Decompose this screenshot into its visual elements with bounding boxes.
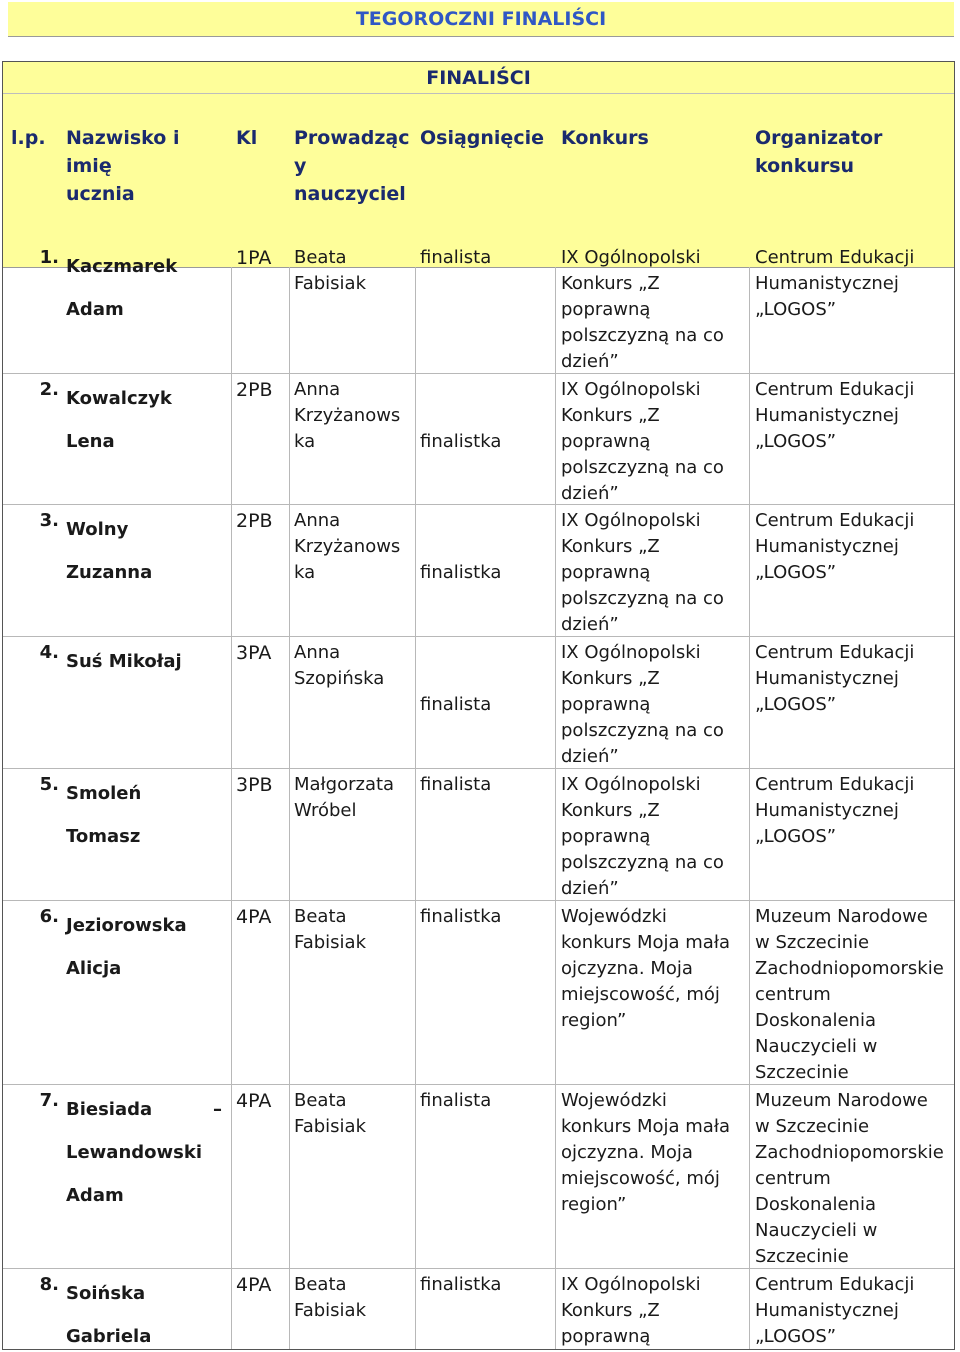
organizer-line: Centrum Edukacji <box>755 774 915 795</box>
student-name-line: Biesiada <box>66 1099 153 1120</box>
organizer-line: Doskonalenia <box>755 1194 876 1215</box>
row-divider <box>3 1084 954 1085</box>
organizer-name <box>755 1088 955 1270</box>
competition-line: Konkurs „Z <box>561 273 660 294</box>
organizer-name <box>755 1272 955 1350</box>
teacher-name <box>294 1272 406 1324</box>
competition-line: poprawną <box>561 562 651 583</box>
student-name-line: Lena <box>66 431 115 452</box>
organizer-name <box>755 640 955 718</box>
column-divider <box>231 267 232 1349</box>
class-code: 4PA <box>236 1274 272 1296</box>
competition-line: polszczyzną na co <box>561 325 724 346</box>
organizer-name <box>755 245 955 323</box>
teacher-name-line: Szopińska <box>294 668 385 689</box>
competition-line: Wojewódzki <box>561 906 667 927</box>
achievement: finalistka <box>420 1274 502 1295</box>
student-name-line: Adam <box>66 299 124 320</box>
competition-line: Konkurs „Z <box>561 800 660 821</box>
competition-line: IX Ogólnopolski <box>561 642 701 663</box>
organizer-line: Muzeum Narodowe <box>755 1090 928 1111</box>
teacher-name-line: Anna <box>294 379 341 400</box>
teacher-name-line: Fabisiak <box>294 1300 366 1321</box>
organizer-line: „LOGOS” <box>755 562 837 583</box>
organizer-line: Humanistycznej <box>755 1300 899 1321</box>
organizer-name <box>755 508 955 586</box>
competition-line: konkurs Moja mała <box>561 932 730 953</box>
teacher-name <box>294 1088 406 1140</box>
achievement: finalistka <box>420 906 502 927</box>
student-name-line: Gabriela <box>66 1326 152 1347</box>
student-name-line: Jeziorowska <box>66 915 187 936</box>
header-teacher-line: y <box>294 155 307 177</box>
teacher-name-line: Beata <box>294 906 347 927</box>
competition-name <box>561 772 741 902</box>
header-name-line: imię <box>66 155 112 177</box>
competition-line: poprawną <box>561 1326 651 1347</box>
competition-line: Wojewódzki <box>561 1090 667 1111</box>
column-divider <box>749 267 750 1349</box>
competition-line: konkurs Moja mała <box>561 1116 730 1137</box>
competition-name <box>561 508 741 638</box>
competition-line: miejscowość, mój <box>561 1168 720 1189</box>
competition-line: Konkurs „Z <box>561 536 660 557</box>
competition-name <box>561 1088 741 1218</box>
row-divider <box>3 900 954 901</box>
row-divider <box>3 504 954 505</box>
class-code: 3PA <box>236 642 272 664</box>
header-teacher-line: nauczyciel <box>294 183 406 205</box>
competition-line: poprawną <box>561 431 651 452</box>
competition-line: polszczyzną na co <box>561 457 724 478</box>
row-number: 3. <box>39 510 59 531</box>
header-teacher <box>294 124 409 208</box>
teacher-name-line: Fabisiak <box>294 932 366 953</box>
header-organizer-line: Organizator <box>755 127 883 149</box>
competition-line: region” <box>561 1010 627 1031</box>
organizer-line: w Szczecinie <box>755 932 870 953</box>
organizer-line: Humanistycznej <box>755 668 899 689</box>
organizer-line: „LOGOS” <box>755 431 837 452</box>
competition-line: poprawną <box>561 826 651 847</box>
row-divider <box>3 373 954 374</box>
organizer-line: Centrum Edukacji <box>755 379 915 400</box>
organizer-line: Humanistycznej <box>755 273 899 294</box>
row-number: 2. <box>39 379 59 400</box>
teacher-name <box>294 508 406 586</box>
competition-line: poprawną <box>561 694 651 715</box>
competition-line: poprawną <box>561 299 651 320</box>
competition-line: polszczyzną na co <box>561 720 724 741</box>
student-name-line: Suś Mikołaj <box>66 651 182 672</box>
organizer-line: Muzeum Narodowe <box>755 906 928 927</box>
row-divider <box>3 1268 954 1269</box>
row-number: 8. <box>39 1274 59 1295</box>
teacher-name-line: ka <box>294 562 316 583</box>
column-divider <box>415 267 416 1349</box>
organizer-line: Humanistycznej <box>755 405 899 426</box>
competition-line: region” <box>561 1194 627 1215</box>
table-header <box>3 94 954 268</box>
teacher-name-line: Fabisiak <box>294 1116 366 1137</box>
competition-name <box>561 640 741 770</box>
competition-line: miejscowość, mój <box>561 984 720 1005</box>
student-name <box>66 1088 224 1217</box>
competition-line: IX Ogólnopolski <box>561 247 701 268</box>
column-divider <box>555 267 556 1349</box>
student-name-line: Tomasz <box>66 826 141 847</box>
organizer-line: w Szczecinie <box>755 1116 870 1137</box>
student-name-line: Adam <box>66 1185 124 1206</box>
student-name <box>66 1272 226 1350</box>
header-klasa: Kl <box>236 127 258 149</box>
competition-name <box>561 1272 741 1350</box>
competition-line: dzień” <box>561 614 619 635</box>
competition-line: Konkurs „Z <box>561 405 660 426</box>
header-competition: Konkurs <box>561 127 649 149</box>
competition-line: IX Ogólnopolski <box>561 379 701 400</box>
header-organizer <box>755 124 882 180</box>
teacher-name <box>294 377 406 455</box>
row-divider <box>3 636 954 637</box>
row-number: 5. <box>39 774 59 795</box>
student-name-line: Alicja <box>66 958 122 979</box>
header-organizer-line: konkursu <box>755 155 855 177</box>
student-name <box>66 508 226 594</box>
competition-line: polszczyzną na co <box>561 852 724 873</box>
row-number: 6. <box>39 906 59 927</box>
class-code: 3PB <box>236 774 273 796</box>
teacher-name-line: ka <box>294 431 316 452</box>
column-divider <box>289 267 290 1349</box>
header-achievement: Osiągnięcie <box>420 127 544 149</box>
class-code: 4PA <box>236 1090 272 1112</box>
table-title: FINALIŚCI <box>3 62 954 94</box>
achievement: finalista <box>420 694 492 715</box>
organizer-line: Nauczycieli w <box>755 1036 878 1057</box>
teacher-name <box>294 245 406 297</box>
student-name <box>66 640 226 683</box>
teacher-name <box>294 640 406 692</box>
teacher-name-line: Beata <box>294 1090 347 1111</box>
student-name <box>66 772 226 858</box>
organizer-name <box>755 772 955 850</box>
class-code: 4PA <box>236 906 272 928</box>
header-name <box>66 124 179 208</box>
competition-line: dzień” <box>561 351 619 372</box>
organizer-line: Centrum Edukacji <box>755 247 915 268</box>
organizer-name <box>755 904 955 1086</box>
student-name <box>66 904 226 990</box>
row-number: 4. <box>39 642 59 663</box>
organizer-line: „LOGOS” <box>755 1326 837 1347</box>
row-divider <box>3 768 954 769</box>
organizer-line: „LOGOS” <box>755 826 837 847</box>
student-name <box>66 377 226 463</box>
competition-line: Konkurs „Z <box>561 668 660 689</box>
finalists-table <box>2 61 955 1350</box>
organizer-line: Zachodniopomorskie <box>755 958 944 979</box>
organizer-line: Szczecinie <box>755 1062 849 1083</box>
achievement: finalista <box>420 774 492 795</box>
teacher-name-line: Anna <box>294 642 341 663</box>
teacher-name <box>294 772 406 824</box>
organizer-line: Zachodniopomorskie <box>755 1142 944 1163</box>
competition-line: ojczyzna. Moja <box>561 958 693 979</box>
achievement: finalistka <box>420 562 502 583</box>
competition-line: polszczyzną na co <box>561 588 724 609</box>
competition-name <box>561 904 741 1034</box>
student-name-line: Zuzanna <box>66 562 153 583</box>
competition-name <box>561 377 741 507</box>
teacher-name-line: Anna <box>294 510 341 531</box>
competition-name <box>561 245 741 375</box>
student-name-line: Lewandowski <box>66 1142 203 1163</box>
achievement: finalistka <box>420 431 502 452</box>
organizer-line: Humanistycznej <box>755 800 899 821</box>
student-name-line: Soińska <box>66 1283 146 1304</box>
teacher-name <box>294 904 406 956</box>
class-code: 2PB <box>236 379 273 401</box>
teacher-name-line: Beata <box>294 1274 347 1295</box>
teacher-name-line: Beata <box>294 247 347 268</box>
competition-line: dzień” <box>561 483 619 504</box>
teacher-name-line: Krzyżanows <box>294 405 401 426</box>
student-name <box>66 245 226 331</box>
competition-line: dzień” <box>561 746 619 767</box>
competition-line: Konkurs „Z <box>561 1300 660 1321</box>
organizer-line: Centrum Edukacji <box>755 510 915 531</box>
competition-line: IX Ogólnopolski <box>561 774 701 795</box>
header-name-line: Nazwisko i <box>66 127 180 149</box>
organizer-line: Humanistycznej <box>755 536 899 557</box>
organizer-line: Centrum Edukacji <box>755 642 915 663</box>
student-name-line: Kaczmarek <box>66 256 178 277</box>
organizer-line: centrum <box>755 984 831 1005</box>
header-teacher-line: Prowadząc <box>294 127 410 149</box>
organizer-line: Nauczycieli w <box>755 1220 878 1241</box>
competition-line: dzień” <box>561 878 619 899</box>
class-code: 2PB <box>236 510 273 532</box>
header-lp: l.p. <box>11 127 46 149</box>
teacher-name-line: Małgorzata <box>294 774 395 795</box>
organizer-line: Szczecinie <box>755 1246 849 1267</box>
achievement: finalista <box>420 1090 492 1111</box>
teacher-name-line: Fabisiak <box>294 273 366 294</box>
organizer-line: „LOGOS” <box>755 694 837 715</box>
competition-line: IX Ogólnopolski <box>561 1274 701 1295</box>
competition-line: ojczyzna. Moja <box>561 1142 693 1163</box>
organizer-name <box>755 377 955 455</box>
teacher-name-line: Krzyżanows <box>294 536 401 557</box>
name-dash: – <box>213 1099 222 1120</box>
achievement: finalista <box>420 247 492 268</box>
organizer-line: Centrum Edukacji <box>755 1274 915 1295</box>
competition-line: IX Ogólnopolski <box>561 510 701 531</box>
student-name-line: Kowalczyk <box>66 388 172 409</box>
row-number: 1. <box>39 247 59 268</box>
student-name-line: Wolny <box>66 519 129 540</box>
row-number: 7. <box>39 1090 59 1111</box>
organizer-line: Doskonalenia <box>755 1010 876 1031</box>
page-title: TEGOROCZNI FINALIŚCI <box>8 2 954 37</box>
organizer-line: „LOGOS” <box>755 299 837 320</box>
teacher-name-line: Wróbel <box>294 800 357 821</box>
class-code: 1PA <box>236 247 272 269</box>
organizer-line: centrum <box>755 1168 831 1189</box>
header-name-line: ucznia <box>66 183 135 205</box>
student-name-line: Smoleń <box>66 783 142 804</box>
